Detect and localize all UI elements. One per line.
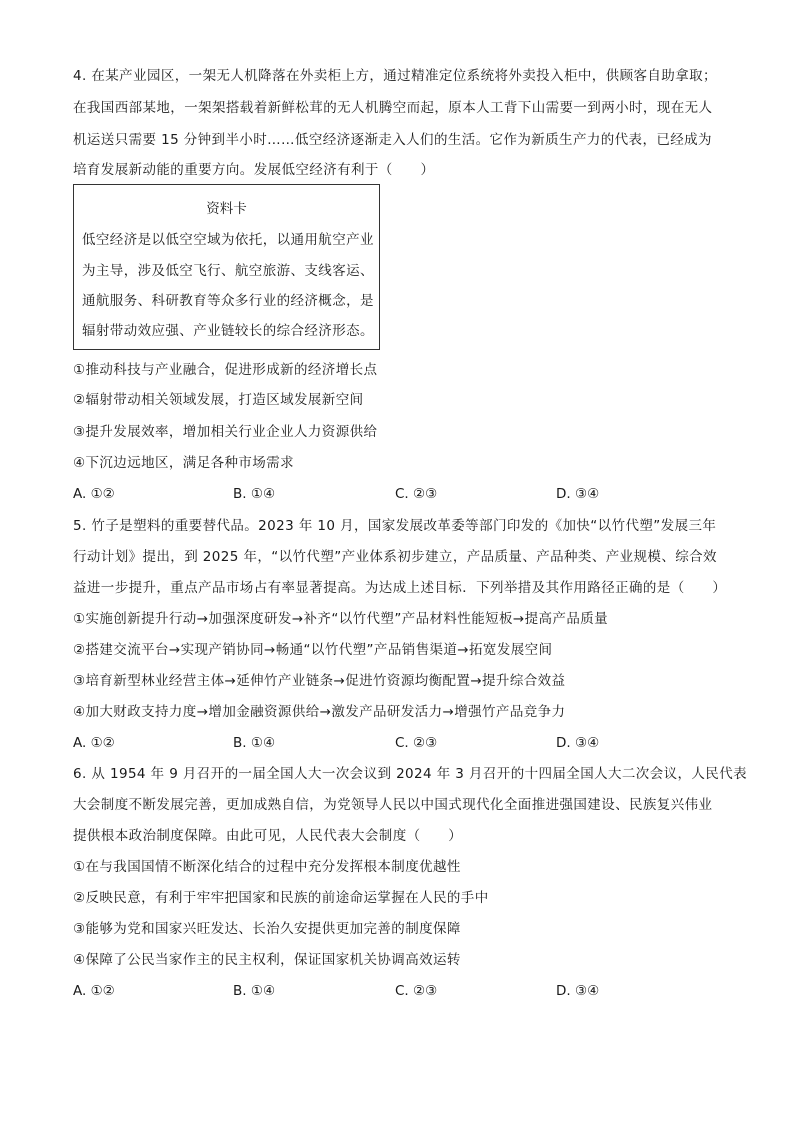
- info-card-line: 为主导，涉及低空飞行、航空旅游、支线客运、: [82, 263, 374, 279]
- question-4-stem-line: 在我国西部某地，一架架搭载着新鲜松茸的无人机腾空而起，原本人工背下山需要一到两小时，现在无人: [73, 100, 713, 116]
- info-card-line: 辐射带动效应强、产业链较长的综合经济形态。: [82, 323, 374, 339]
- option-c[interactable]: C. ②③: [395, 486, 438, 502]
- option-b[interactable]: B. ①④: [233, 486, 276, 502]
- question-4-item: ③提升发展效率，增加相关行业企业人力资源供给: [73, 424, 378, 440]
- option-a[interactable]: A. ①②: [73, 735, 115, 751]
- option-c[interactable]: C. ②③: [395, 983, 438, 999]
- question-5-stem-line: 益进一步提升，重点产品市场占有率显著提高。为达成上述目标．下列举措及其作用路径正确的是（ ）: [73, 580, 727, 596]
- question-6-stem-line: 大会制度不断发展完善，更加成熟自信，为党领导人民以中国式现代化全面推进强国建设、民族复兴伟业: [73, 797, 713, 813]
- info-card-title: 资料卡: [206, 201, 247, 217]
- question-6-stem-line: 6. 从 1954 年 9 月召开的一届全国人大一次会议到 2024 年 3 月召开的十四届全国人大二次会议，人民代表: [73, 766, 747, 782]
- question-4-item: ①推动科技与产业融合，促进形成新的经济增长点: [73, 362, 378, 378]
- question-5-item: ③培育新型林业经营主体→延伸竹产业链条→促进竹资源均衡配置→提升综合效益: [73, 673, 566, 689]
- option-a[interactable]: A. ①②: [73, 486, 115, 502]
- question-5-item: ②搭建交流平台→实现产销协同→畅通“以竹代塑”产品销售渠道→拓宽发展空间: [73, 642, 553, 658]
- option-d[interactable]: D. ③④: [556, 486, 600, 502]
- question-4-stem-line: 机运送只需要 15 分钟到半小时……低空经济逐渐走入人们的生活。它作为新质生产力的代表，已经成为: [73, 132, 712, 148]
- question-4-stem-line: 4. 在某产业园区，一架无人机降落在外卖柜上方，通过精准定位系统将外卖投入柜中，供顾客自助拿取；: [73, 68, 717, 84]
- info-card: [73, 184, 380, 350]
- question-5-options: [73, 733, 713, 753]
- question-6-item: ④保障了公民当家作主的民主权利，保证国家机关协调高效运转: [73, 952, 461, 968]
- option-d[interactable]: D. ③④: [556, 735, 600, 751]
- question-5-stem-line: 5. 竹子是塑料的重要替代品。2023 年 10 月，国家发展改革委等部门印发的《加快“以竹代塑”发展三年: [73, 518, 717, 534]
- question-4-options: [73, 484, 713, 504]
- question-6-item: ①在与我国国情不断深化结合的过程中充分发挥根本制度优越性: [73, 859, 461, 875]
- info-card-line: 低空经济是以低空空域为依托，以通用航空产业: [82, 232, 374, 248]
- option-b[interactable]: B. ①④: [233, 735, 276, 751]
- question-6-stem-line: 提供根本政治制度保障。由此可见，人民代表大会制度（ ）: [73, 828, 463, 844]
- question-5-stem-line: 行动计划》提出，到 2025 年，“以竹代塑”产业体系初步建立，产品质量、产品种类、产业规模、综合效: [73, 549, 717, 565]
- question-4-item: ②辐射带动相关领域发展，打造区域发展新空间: [73, 392, 364, 408]
- info-card-line: 通航服务、科研教育等众多行业的经济概念，是: [82, 293, 374, 309]
- question-4-stem-line: 培育发展新动能的重要方向。发展低空经济有利于（ ）: [73, 162, 435, 178]
- question-6-options: [73, 981, 713, 1001]
- option-c[interactable]: C. ②③: [395, 735, 438, 751]
- option-d[interactable]: D. ③④: [556, 983, 600, 999]
- question-5-item: ④加大财政支持力度→增加金融资源供给→激发产品研发活力→增强竹产品竞争力: [73, 704, 566, 720]
- question-5-item: ①实施创新提升行动→加强深度研发→补齐“以竹代塑”产品材料性能短板→提高产品质量: [73, 611, 609, 627]
- option-a[interactable]: A. ①②: [73, 983, 115, 999]
- question-6-item: ③能够为党和国家兴旺发达、长治久安提供更加完善的制度保障: [73, 921, 461, 937]
- option-b[interactable]: B. ①④: [233, 983, 276, 999]
- question-4-item: ④下沉边远地区，满足各种市场需求: [73, 455, 295, 471]
- question-6-item: ②反映民意，有利于牢牢把国家和民族的前途命运掌握在人民的手中: [73, 890, 489, 906]
